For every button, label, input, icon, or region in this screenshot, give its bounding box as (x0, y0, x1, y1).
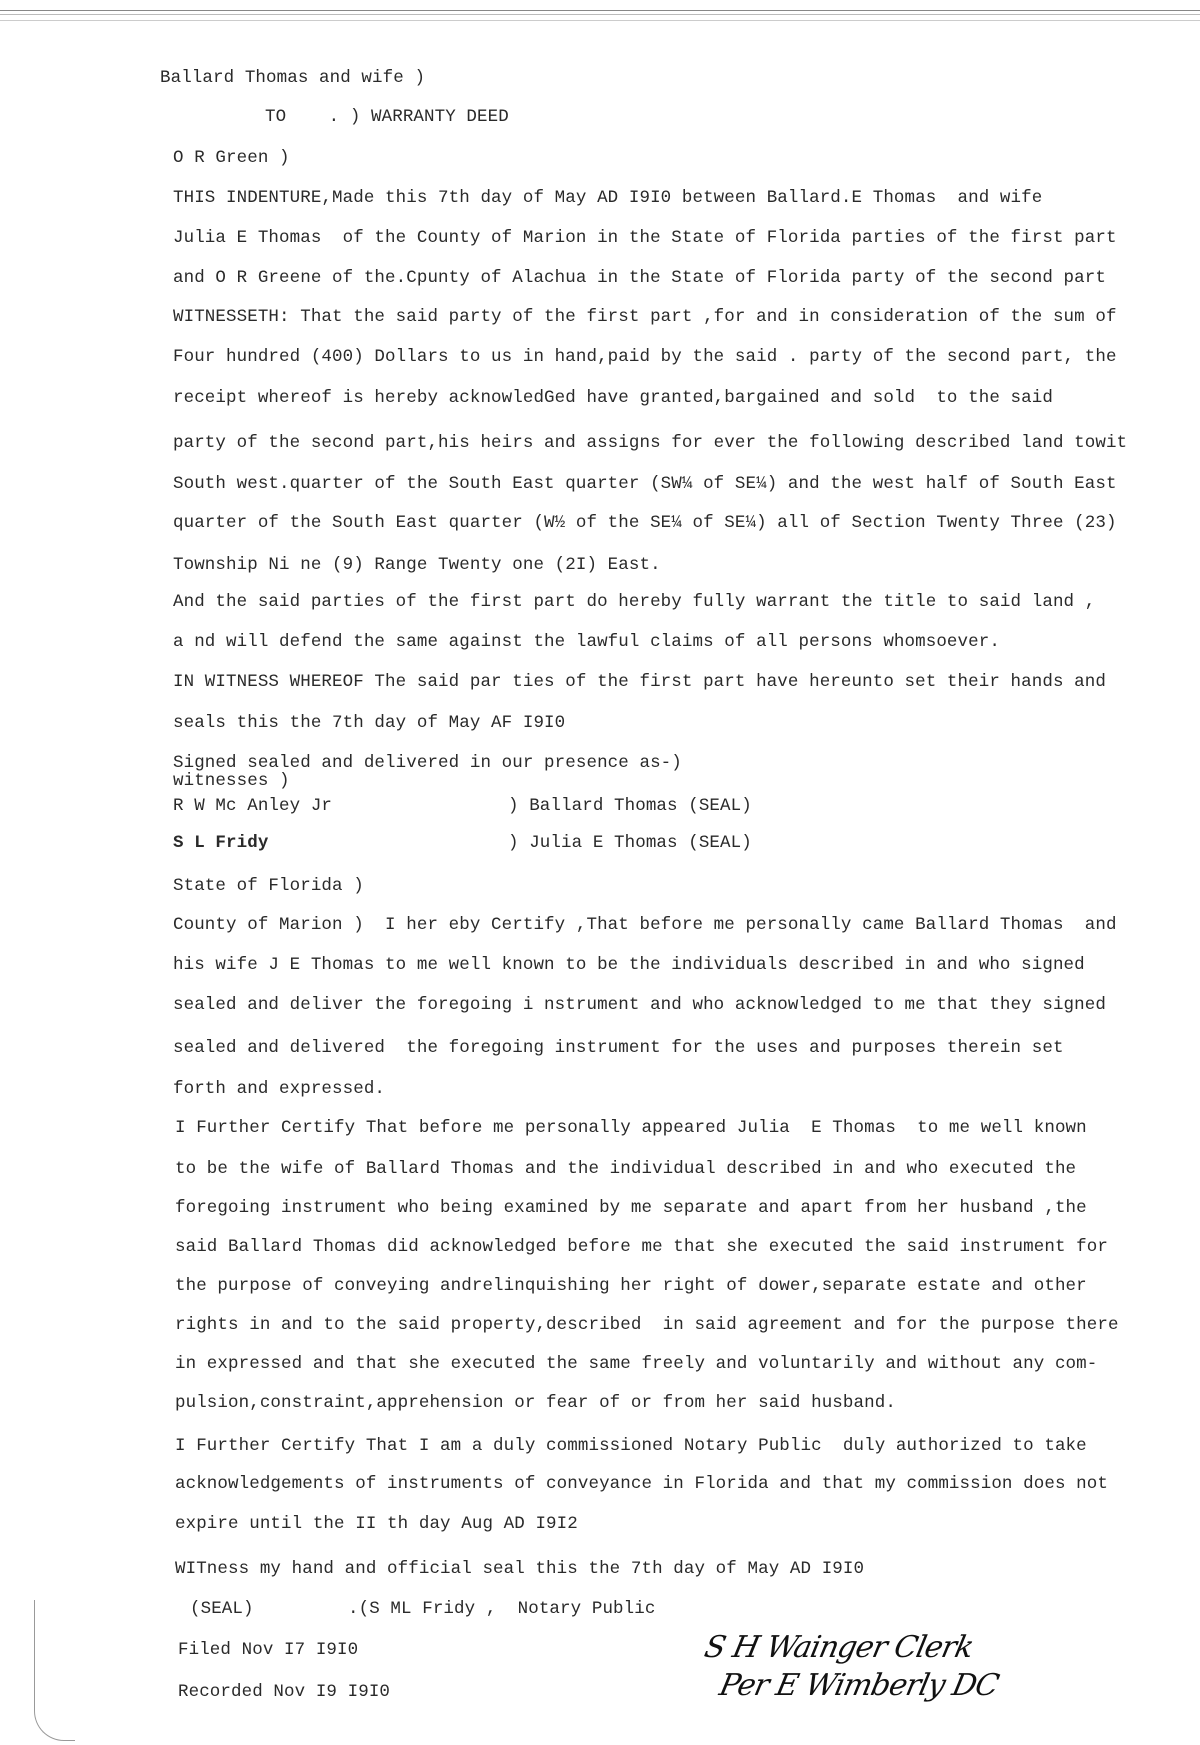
document-line: sealed and delivered the foregoing instrument for the uses and purposes therein set (173, 1038, 1064, 1058)
document-line: the purpose of conveying andrelinquishing her right of dower,separate estate and other (175, 1276, 1087, 1296)
document-line: (SEAL) (190, 1599, 254, 1619)
document-line: to be the wife of Ballard Thomas and the individual described in and who executed the (175, 1159, 1077, 1179)
document-line: expire until the II th day Aug AD I9I2 (175, 1514, 578, 1534)
document-line: WITNESSETH: That the said party of the first part ,for and in consideration of the sum of (173, 307, 1117, 327)
document-line: THIS INDENTURE,Made this 7th day of May AD I9I0 between Ballard.E Thomas and wife (173, 188, 1043, 208)
document-line: said Ballard Thomas did acknowledged before me that she executed the said instrument for (175, 1237, 1108, 1257)
document-line: S L Fridy (173, 833, 269, 853)
document-line: State of Florida ) (173, 876, 364, 896)
document-line: his wife J E Thomas to me well known to be the individuals described in and who signed (173, 955, 1085, 975)
document-line: quarter of the South East quarter (W½ of the SE¼ of SE¼) all of Section Twenty Three (23) (173, 513, 1117, 533)
document-line: Ballard Thomas and wife ) (160, 68, 426, 88)
document-line: witnesses ) (173, 771, 290, 791)
grantor-signature-julia: ) Julia E Thomas (SEAL) (508, 833, 752, 853)
document-line: I Further Certify That I am a duly commissioned Notary Public duly authorized to take (175, 1436, 1087, 1456)
document-line: receipt whereof is hereby acknowledGed have granted,bargained and sold to the said (173, 388, 1053, 408)
document-line: forth and expressed. (173, 1079, 386, 1099)
document-line: Four hundred (400) Dollars to us in hand,paid by the said . party of the second part, the (173, 347, 1117, 367)
clerk-signature: S H Wainger Clerk (701, 1630, 977, 1665)
document-line: in expressed and that she executed the same freely and voluntarily and without any com- (175, 1354, 1098, 1374)
document-line: South west.quarter of the South East quarter (SW¼ of SE¼) and the west half of South East (173, 474, 1117, 494)
document-line: party of the second part,his heirs and assigns for ever the following described land towit (173, 433, 1128, 453)
document-line: County of Marion ) I her eby Certify ,That before me personally came Ballard Thomas and (173, 915, 1117, 935)
notary-signature: .(S ML Fridy , Notary Public (348, 1599, 656, 1619)
document-line: acknowledgements of instruments of conveyance in Florida and that my commission does not (175, 1474, 1108, 1494)
document-line: Signed sealed and delivered in our presence as-) (173, 753, 682, 773)
document-line: a nd will defend the same against the lawful claims of all persons whomsoever. (173, 632, 1000, 652)
page-border-top-inner (0, 14, 1200, 15)
document-line: rights in and to the said property,described in said agreement and for the purpose there (175, 1315, 1119, 1335)
document-line: IN WITNESS WHEREOF The said par ties of the first part have hereunto set their hands and (173, 672, 1106, 692)
document-line: Township Ni ne (9) Range Twenty one (2I) East. (173, 555, 661, 575)
deputy-clerk-signature: Per E Wimberly DC (716, 1668, 1002, 1703)
document-line: and O R Greene of the.Cpunty of Alachua in the State of Florida party of the second part (173, 268, 1106, 288)
document-line: Filed Nov I7 I9I0 (178, 1640, 359, 1660)
document-line: Recorded Nov I9 I9I0 (178, 1682, 391, 1702)
page-border-top (0, 10, 1200, 11)
document-line: sealed and deliver the foregoing i nstrument and who acknowledged to me that they signed (173, 995, 1106, 1015)
document-line: pulsion,constraint,apprehension or fear of or from her said husband. (175, 1393, 896, 1413)
page-border-top-faint (0, 20, 1200, 21)
document-line: And the said parties of the first part do hereby fully warrant the title to said land , (173, 592, 1096, 612)
document-line: Julia E Thomas of the County of Marion in the State of Florida parties of the first part (173, 228, 1117, 248)
document-line: TO . ) WARRANTY DEED (265, 107, 509, 127)
page-edge (34, 1600, 75, 1741)
grantor-signature-ballard: ) Ballard Thomas (SEAL) (508, 796, 752, 816)
document-line: O R Green ) (173, 148, 290, 168)
document-line: R W Mc Anley Jr (173, 796, 333, 816)
document-line: WITness my hand and official seal this the 7th day of May AD I9I0 (175, 1559, 865, 1579)
document-line: foregoing instrument who being examined by me separate and apart from her husband ,the (175, 1198, 1087, 1218)
document-line: seals this the 7th day of May AF I9I0 (173, 713, 566, 733)
document-line: I Further Certify That before me personally appeared Julia E Thomas to me well known (175, 1118, 1087, 1138)
